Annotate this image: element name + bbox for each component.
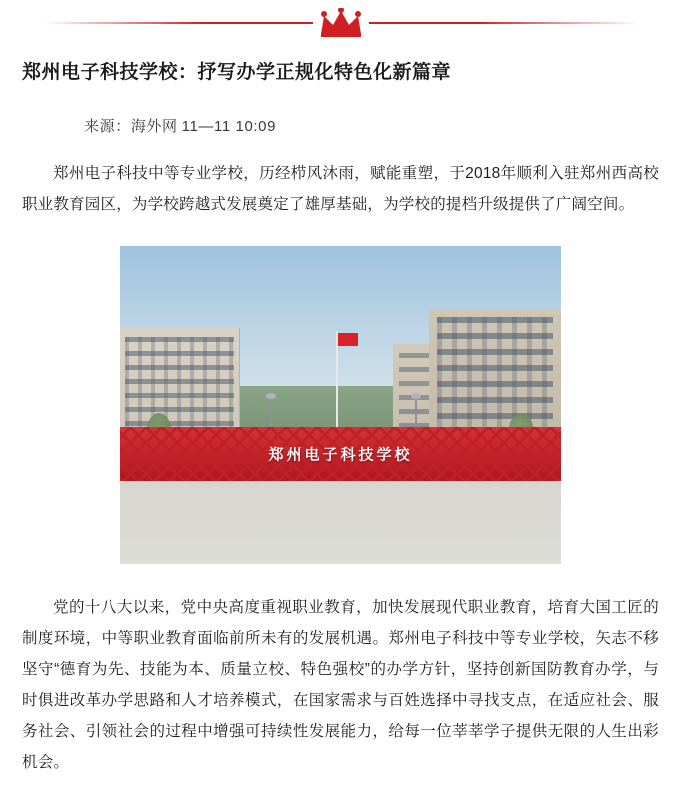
source-label: 来源： [84,117,131,135]
crown-icon [319,8,363,38]
photo-flagpole [336,331,338,436]
photo-gate-fence [120,427,561,481]
article-body [0,60,681,778]
photo-building-right [429,309,561,443]
crown-ornament [0,0,681,46]
gate-sign-text: 郑州电子科技学校 [268,445,413,464]
ornament-line-right [369,22,639,24]
paragraph-2: 党的十八大以来，党中央高度重视职业教育，加快发展现代职业教育，培育大国工匠的制度环境，中等职业教育面临前所未有的发展机遇。郑州电子科技中等专业学校，矢志不移坚守“德育为先、技能为本、质量立校、特色强校”的办学方针，坚持创新国防教育办学，与时俱进改革办学思路和人才培养模式，在国家需求与百姓选择中寻找支点，在适应社会、服务社会、引领社会的过程中增强可持续性发展能力，给每一位莘莘学子提供无限的人生出彩机会。 [22,598,659,771]
publish-date: 11—11 10:09 [181,117,277,135]
photo-flag [338,333,358,346]
article-meta [22,115,659,136]
photo-building-left [120,328,240,436]
school-gate-photo [120,246,561,564]
article-figure [22,246,659,564]
paragraph-1: 郑州电子科技中等专业学校，历经栉风沐雨，赋能重塑，于2018年顺利入驻郑州西高校职业教育园区，为学校跨越式发展奠定了雄厚基础，为学校的提档升级提供了广阔空间。 [22,164,659,213]
page-title: 郑州电子科技学校：抒写办学正规化特色化新篇章 [22,62,452,83]
source-name: 海外网 [130,117,178,135]
ornament-line-left [43,22,313,24]
